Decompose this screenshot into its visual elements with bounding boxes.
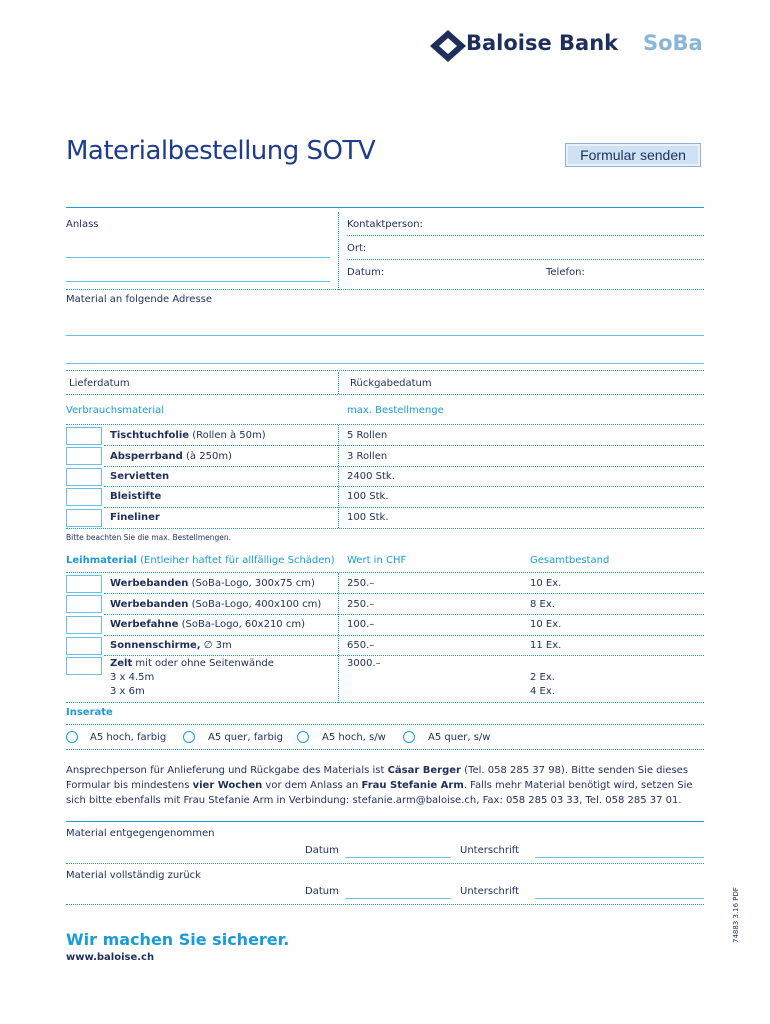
verbrauch-divider xyxy=(338,425,339,528)
adresse-label: Material an folgende Adresse xyxy=(66,294,213,305)
list-item: Bleistifte xyxy=(110,491,162,502)
info-line-2: Formular bis mindestens vier Wochen vor dem Anlass an Frau Stefanie Arm. Falls mehr Material benötigt wird, setzen Sie xyxy=(66,780,693,791)
inserate-heading: Inserate xyxy=(66,707,113,718)
item-value: 250.– xyxy=(347,578,375,589)
verbrauch-top-line xyxy=(66,424,704,425)
received-datum-line[interactable] xyxy=(345,857,451,858)
list-item: Werbebanden (SoBa-Logo, 300x75 cm) xyxy=(110,578,315,589)
brand-name: Baloise Bank xyxy=(466,31,619,55)
verbrauch-note: Bitte beachten Sie die max. Bestellmengen. xyxy=(66,533,232,542)
brand-logo xyxy=(428,28,728,64)
info-line-3: sich bitte ebenfalls mit Frau Stefanie Arm in Verbindung: stefanie.arm@baloise.ch, Fax: 058 285 03 33, Tel. 058 285 37 01. xyxy=(66,795,682,806)
rueckgabedatum-label: Rückgabedatum xyxy=(350,378,432,389)
datum-label: Datum: xyxy=(347,267,385,278)
date-row-top xyxy=(66,370,704,371)
option-label: A5 quer, farbig xyxy=(208,732,283,743)
info-paragraph xyxy=(66,763,706,808)
list-item: Werbebanden (SoBa-Logo, 400x100 cm) xyxy=(110,599,322,610)
list-item: Absperrband (à 250m) xyxy=(110,451,232,462)
radio-a5-quer-farbig[interactable] xyxy=(183,731,195,743)
submit-form-button[interactable]: Formular senden xyxy=(565,143,701,167)
checkbox-bleistifte[interactable] xyxy=(66,488,102,506)
ort-label: Ort: xyxy=(347,243,367,254)
brand-subname: SoBa xyxy=(643,31,703,55)
returned-bottom-line xyxy=(66,904,704,905)
leih-bottom-line xyxy=(66,702,704,703)
item-total: 10 Ex. xyxy=(530,619,562,630)
adresse-line-2[interactable] xyxy=(66,363,704,364)
verbrauch-max-heading: max. Bestellmenge xyxy=(347,405,444,416)
option-label: A5 hoch, s/w xyxy=(322,732,386,743)
returned-signature-line[interactable] xyxy=(535,898,704,899)
zelt-size-label: 3 x 4.5m xyxy=(110,672,155,683)
radio-a5-hoch-sw[interactable] xyxy=(297,731,309,743)
date-row-bottom xyxy=(66,394,704,395)
received-bottom-line xyxy=(66,863,704,864)
item-total: 8 Ex. xyxy=(530,599,555,610)
inserate-bottom-line xyxy=(66,749,704,750)
max-qty: 3 Rollen xyxy=(347,451,388,462)
document-code: 74883 3.16 PDF xyxy=(732,887,740,943)
page-title: Materialbestellung SOTV xyxy=(66,136,376,166)
list-item: Servietten xyxy=(110,471,170,482)
checkbox-werbebanden-400[interactable] xyxy=(66,595,102,613)
checkbox-absperrband[interactable] xyxy=(66,447,102,465)
checkbox-zelt[interactable] xyxy=(66,657,102,675)
item-total: 11 Ex. xyxy=(530,640,562,651)
zelt-size-label: 3 x 6m xyxy=(110,686,145,697)
telefon-label: Telefon: xyxy=(546,267,585,278)
info-line-1: Ansprechperson für Anlieferung und Rückgabe des Materials ist Cäsar Berger (Tel. 058 285 37 98). Bitte senden Sie dieses xyxy=(66,765,689,776)
verbrauch-bottom-line xyxy=(66,528,704,529)
list-item: Sonnenschirme, ∅ 3m xyxy=(110,640,232,651)
received-signature-line[interactable] xyxy=(535,857,704,858)
header-bottom-line xyxy=(66,289,704,290)
zelt-size-total: 2 Ex. xyxy=(530,672,555,683)
option-label: A5 quer, s/w xyxy=(428,732,491,743)
item-value: 650.– xyxy=(347,640,375,651)
item-total: 10 Ex. xyxy=(530,578,562,589)
checkbox-werbebanden-300[interactable] xyxy=(66,575,102,593)
received-datum-label: Datum xyxy=(305,845,339,856)
website-link[interactable]: www.baloise.ch xyxy=(66,952,155,963)
radio-a5-hoch-farbig[interactable] xyxy=(66,731,78,743)
returned-datum-label: Datum xyxy=(305,886,339,897)
lieferdatum-label: Lieferdatum xyxy=(69,378,130,389)
slogan: Wir machen Sie sicherer. xyxy=(66,930,290,949)
kontaktperson-label: Kontaktperson: xyxy=(347,219,423,230)
list-item: Fineliner xyxy=(110,512,160,523)
returned-signature-label: Unterschrift xyxy=(460,886,520,897)
max-qty: 100 Stk. xyxy=(347,512,389,523)
anlass-label: Anlass xyxy=(66,219,99,230)
received-signature-label: Unterschrift xyxy=(460,845,520,856)
max-qty: 100 Stk. xyxy=(347,491,389,502)
ort-line[interactable] xyxy=(347,259,704,260)
option-label: A5 hoch, farbig xyxy=(90,732,167,743)
checkbox-werbefahne[interactable] xyxy=(66,616,102,634)
header-divider xyxy=(338,212,339,290)
list-item: Tischtuchfolie (Rollen à 50m) xyxy=(110,430,266,441)
checkbox-fineliner[interactable] xyxy=(66,509,102,527)
signoff-top-rule xyxy=(66,821,704,822)
item-value: 100.– xyxy=(347,619,375,630)
verbrauch-heading: Verbrauchsmaterial xyxy=(66,405,165,416)
checkbox-sonnenschirme[interactable] xyxy=(66,637,102,655)
top-rule xyxy=(66,207,704,208)
received-label: Material entgegengenommen xyxy=(66,828,215,839)
leih-value-heading: Wert in CHF xyxy=(347,555,407,566)
radio-a5-quer-sw[interactable] xyxy=(403,731,415,743)
checkbox-servietten[interactable] xyxy=(66,468,102,486)
kontaktperson-line[interactable] xyxy=(347,235,704,236)
max-qty: 2400 Stk. xyxy=(347,471,395,482)
item-value: 3000.– xyxy=(347,658,381,669)
anlass-line-1 xyxy=(66,257,330,258)
inserate-top-line xyxy=(66,724,704,725)
leih-heading: Leihmaterial (Entleiher haftet für allfällige Schäden) xyxy=(66,555,335,566)
returned-label: Material vollständig zurück xyxy=(66,870,201,881)
checkbox-tischtuchfolie[interactable] xyxy=(66,427,102,445)
date-row-divider xyxy=(338,372,339,394)
baloise-diamond-icon xyxy=(428,28,468,64)
zelt-size-total: 4 Ex. xyxy=(530,686,555,697)
leih-top-line xyxy=(66,572,704,573)
adresse-line-1[interactable] xyxy=(66,335,704,336)
list-item: Zelt mit oder ohne Seitenwände xyxy=(110,658,274,669)
max-qty: 5 Rollen xyxy=(347,430,388,441)
leih-total-heading: Gesamtbestand xyxy=(530,555,610,566)
list-item: Werbefahne (SoBa-Logo, 60x210 cm) xyxy=(110,619,305,630)
anlass-line-2 xyxy=(66,281,330,282)
returned-datum-line[interactable] xyxy=(345,898,451,899)
item-value: 250.– xyxy=(347,599,375,610)
